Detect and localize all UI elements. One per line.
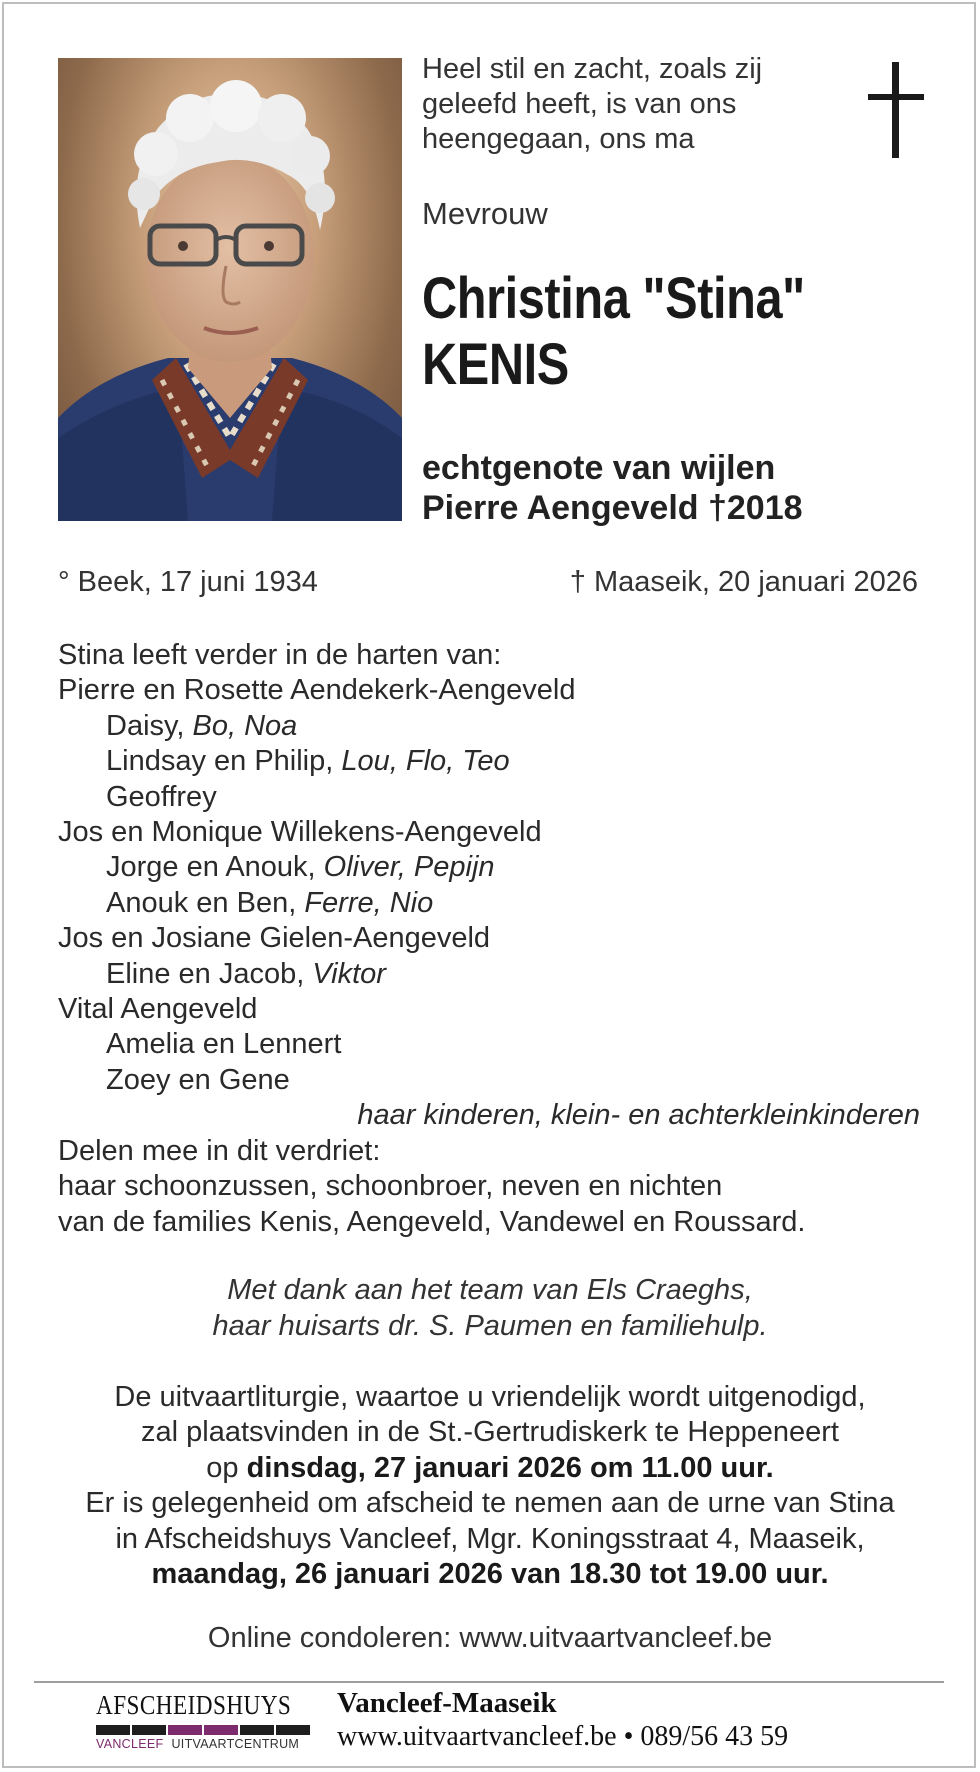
thanks-note — [58, 1272, 922, 1344]
birth-info: ° Beek, 17 juni 1934 — [58, 566, 318, 598]
family-parent: Jos en Monique Willekens-Aengeveld — [58, 816, 542, 849]
service-line: De uitvaartliturgie, waartoe u vriendelijk wordt uitgenodigd, — [114, 1381, 866, 1413]
family-child: Geoffrey — [106, 780, 217, 813]
service-line: in Afscheidshuys Vancleef, Mgr. Koningsstraat 4, Maaseik, — [115, 1522, 865, 1555]
service-line: Er is gelegenheid om afscheid te nemen aan de urne van Stina — [85, 1487, 895, 1520]
family-child: Anouk en Ben, Ferre, Nio — [106, 886, 434, 919]
family-child: Daisy, Bo, Noa — [106, 709, 298, 742]
logo-subtitle: VANCLEEF UITVAARTCENTRUM — [96, 1737, 300, 1751]
service-date-line: op dinsdag, 27 januari 2026 om 11.00 uur. — [206, 1451, 774, 1484]
honorific: Mevrouw — [422, 196, 548, 231]
cross-icon — [868, 62, 924, 158]
service-info — [38, 1380, 942, 1592]
portrait-photo — [58, 58, 402, 521]
spouse-info — [422, 448, 803, 528]
family-child: Eline en Jacob, Viktor — [106, 957, 386, 990]
thanks-line: Met dank aan het team van Els Craeghs, — [227, 1274, 753, 1306]
death-info: † Maaseik, 20 januari 2026 — [569, 566, 918, 598]
share-line: van de families Kenis, Aengeveld, Vandewel en Roussard. — [58, 1205, 806, 1238]
contact-line[interactable]: www.uitvaartvancleef.be • 089/56 43 59 — [337, 1721, 789, 1752]
family-list — [58, 638, 922, 1240]
logo-bars — [96, 1725, 310, 1735]
family-child: Zoey en Gene — [106, 1063, 290, 1096]
family-signature: haar kinderen, klein- en achterkleinkinderen — [357, 1099, 920, 1132]
funeral-home-logo — [96, 1690, 310, 1750]
spouse-line-1: echtgenote van wijlen — [422, 449, 776, 487]
farewell-date-line — [38, 1557, 942, 1592]
share-line: haar schoonzussen, schoonbroer, neven en nichten — [58, 1170, 723, 1203]
family-parent: Jos en Josiane Gielen-Aengeveld — [58, 922, 491, 955]
family-child: Jorge en Anouk, Oliver, Pepijn — [106, 851, 495, 884]
online-condolence[interactable]: Online condoleren: www.uitvaartvancleef.be — [207, 1622, 773, 1654]
family-child: Lindsay en Philip, Lou, Flo, Teo — [106, 745, 510, 778]
family-parent: Pierre en Rosette Aendekerk-Aengeveld — [58, 674, 576, 707]
deceased-name — [422, 266, 805, 398]
family-child: Amelia en Lennert — [106, 1028, 342, 1061]
service-line: zal plaatsvinden in de St.-Gertrudiskerk te Heppeneert — [141, 1416, 839, 1449]
name-line-2: KENIS — [422, 332, 569, 397]
spouse-line-2: Pierre Aengeveld †2018 — [422, 489, 803, 527]
footer-contact — [337, 1686, 788, 1754]
footer-divider — [34, 1681, 944, 1683]
farewell-date: maandag, 26 januari 2026 van 18.30 tot 19.00 uur. — [151, 1558, 829, 1591]
family-intro: Stina leeft verder in de harten van: — [58, 639, 502, 671]
logo-wordmark: AFSCHEIDSHUYS — [96, 1690, 292, 1720]
name-line-1: Christina "Stina" — [422, 266, 805, 331]
intro-text: Heel stil en zacht, zoals zij geleefd heeft, is van ons heengegaan, ons ma — [422, 53, 763, 155]
family-parent: Vital Aengeveld — [58, 993, 258, 1026]
service-date: dinsdag, 27 januari 2026 om 11.00 uur. — [246, 1451, 774, 1484]
thanks-line: haar huisarts dr. S. Paumen en familiehulp. — [212, 1310, 768, 1342]
company-name: Vancleef-Maaseik — [337, 1687, 557, 1719]
share-title: Delen mee in dit verdriet: — [58, 1134, 381, 1167]
